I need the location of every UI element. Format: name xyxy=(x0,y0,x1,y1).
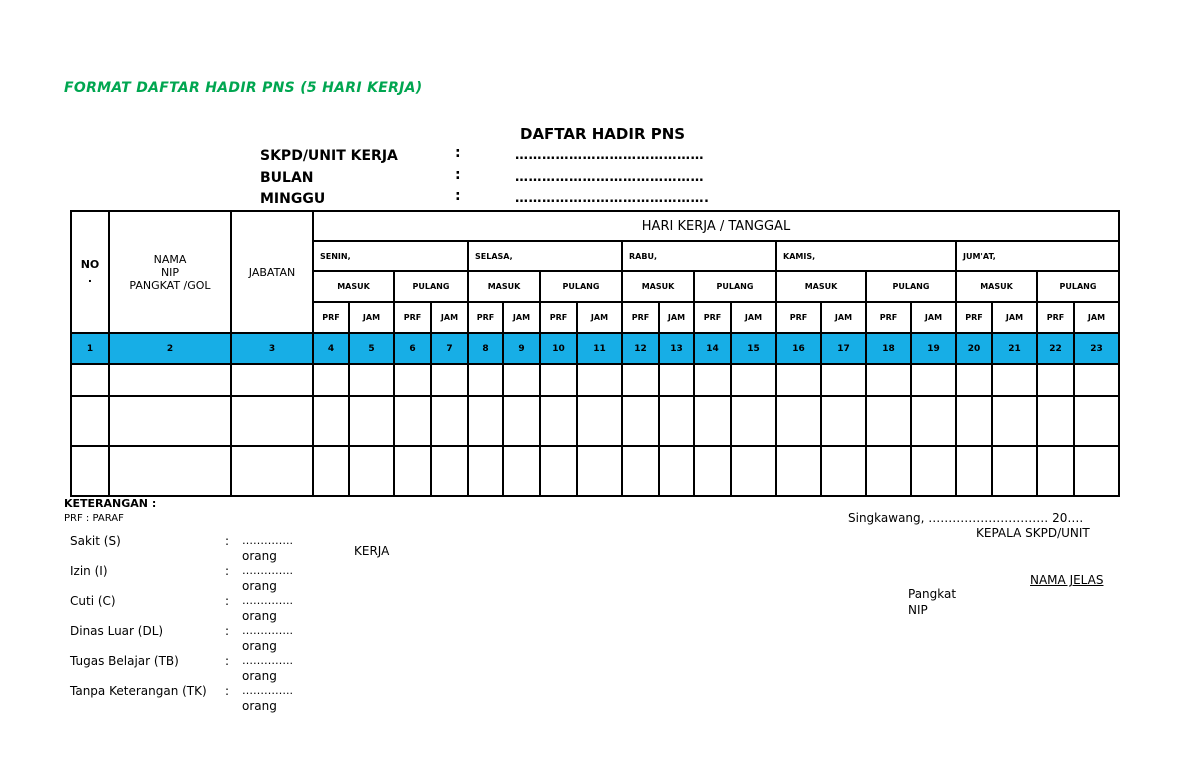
table-cell[interactable] xyxy=(468,364,503,396)
table-cell[interactable] xyxy=(1037,446,1074,496)
kerja-text: KERJA xyxy=(354,544,390,558)
table-cell[interactable] xyxy=(731,446,776,496)
table-cell[interactable] xyxy=(349,446,394,496)
legend-label: Dinas Luar (DL) xyxy=(70,624,164,638)
column-number: 15 xyxy=(731,333,776,364)
table-cell[interactable] xyxy=(577,396,622,446)
header-masuk: MASUK xyxy=(622,271,694,302)
legend-dots: ………….. xyxy=(242,684,293,697)
table-cell[interactable] xyxy=(71,396,109,446)
legend-colon: : xyxy=(225,654,230,668)
header-day-jumat: JUM'AT, xyxy=(956,241,1119,271)
table-cell[interactable] xyxy=(231,396,313,446)
table-cell[interactable] xyxy=(866,396,911,446)
header-prf: PRF xyxy=(313,302,349,333)
column-number: 20 xyxy=(956,333,992,364)
legend-label: Cuti (C) xyxy=(70,594,116,608)
table-cell[interactable] xyxy=(866,446,911,496)
header-jam: JAM xyxy=(731,302,776,333)
legend-unit: orang xyxy=(242,669,277,683)
table-cell[interactable] xyxy=(349,396,394,446)
table-cell[interactable] xyxy=(731,396,776,446)
pangkat-label: Pangkat xyxy=(908,587,957,601)
table-row xyxy=(71,364,1119,396)
legend-colon: : xyxy=(225,624,230,638)
header-masuk: MASUK xyxy=(776,271,866,302)
kepala-title: KEPALA SKPD/UNIT xyxy=(976,526,1090,540)
legend-label: Izin (I) xyxy=(70,564,108,578)
legend-dots: ………….. xyxy=(242,654,293,667)
table-cell[interactable] xyxy=(992,396,1037,446)
table-cell[interactable] xyxy=(776,396,821,446)
table-cell[interactable] xyxy=(71,364,109,396)
skpd-label: SKPD/UNIT KERJA xyxy=(260,148,398,164)
legend-dots: ………….. xyxy=(242,624,293,637)
table-cell[interactable] xyxy=(956,364,992,396)
header-jam: JAM xyxy=(431,302,468,333)
column-number: 5 xyxy=(349,333,394,364)
table-cell[interactable] xyxy=(659,446,694,496)
column-number: 13 xyxy=(659,333,694,364)
header-hari-kerja: HARI KERJA / TANGGAL xyxy=(313,211,1119,241)
legend-unit: orang xyxy=(242,549,277,563)
header-pulang: PULANG xyxy=(866,271,956,302)
header-day-kamis: KAMIS, xyxy=(776,241,956,271)
table-cell[interactable] xyxy=(313,396,349,446)
table-cell[interactable] xyxy=(731,364,776,396)
table-cell[interactable] xyxy=(911,446,956,496)
legend-label: Sakit (S) xyxy=(70,534,121,548)
table-cell[interactable] xyxy=(503,446,540,496)
table-cell[interactable] xyxy=(821,396,866,446)
skpd-value: …………………………………… xyxy=(515,148,704,163)
header-pulang: PULANG xyxy=(394,271,468,302)
table-cell[interactable] xyxy=(349,364,394,396)
column-number: 22 xyxy=(1037,333,1074,364)
column-number: 4 xyxy=(313,333,349,364)
table-cell[interactable] xyxy=(503,396,540,446)
header-jam: JAM xyxy=(821,302,866,333)
column-number: 11 xyxy=(577,333,622,364)
header-jabatan: JABATAN xyxy=(231,211,313,333)
header-jam: JAM xyxy=(992,302,1037,333)
table-cell[interactable] xyxy=(956,446,992,496)
header-day-senin: SENIN, xyxy=(313,241,468,271)
table-cell[interactable] xyxy=(468,446,503,496)
header-prf: PRF xyxy=(866,302,911,333)
header-nama-nip-pangkat: NAMA NIP PANGKAT /GOL xyxy=(109,211,231,333)
table-cell[interactable] xyxy=(431,446,468,496)
table-cell[interactable] xyxy=(776,446,821,496)
table-cell[interactable] xyxy=(694,364,731,396)
table-cell[interactable] xyxy=(911,364,956,396)
legend-colon: : xyxy=(225,594,230,608)
legend-dots: ………….. xyxy=(242,594,293,607)
header-pulang: PULANG xyxy=(694,271,776,302)
header-jam: JAM xyxy=(1074,302,1119,333)
header-masuk: MASUK xyxy=(468,271,540,302)
table-cell[interactable] xyxy=(540,364,577,396)
table-cell[interactable] xyxy=(911,396,956,446)
header-prf: PRF xyxy=(468,302,503,333)
table-cell[interactable] xyxy=(109,446,231,496)
nama-jelas: NAMA JELAS xyxy=(1030,573,1104,587)
table-cell[interactable] xyxy=(431,364,468,396)
table-cell[interactable] xyxy=(231,364,313,396)
skpd-colon: : xyxy=(455,145,461,161)
table-cell[interactable] xyxy=(1037,396,1074,446)
table-cell[interactable] xyxy=(313,364,349,396)
header-prf: PRF xyxy=(394,302,431,333)
table-cell[interactable] xyxy=(394,446,431,496)
column-number: 18 xyxy=(866,333,911,364)
header-masuk: MASUK xyxy=(956,271,1037,302)
header-masuk: MASUK xyxy=(313,271,394,302)
table-cell[interactable] xyxy=(866,364,911,396)
prf-note: PRF : PARAF xyxy=(64,513,124,524)
document-title: DAFTAR HADIR PNS xyxy=(520,125,686,143)
column-number: 12 xyxy=(622,333,659,364)
legend-unit: orang xyxy=(242,579,277,593)
header-pulang: PULANG xyxy=(1037,271,1119,302)
header-jam: JAM xyxy=(577,302,622,333)
table-cell[interactable] xyxy=(821,364,866,396)
header-prf: PRF xyxy=(694,302,731,333)
table-cell[interactable] xyxy=(394,364,431,396)
table-cell[interactable] xyxy=(231,446,313,496)
format-title: FORMAT DAFTAR HADIR PNS (5 HARI KERJA) xyxy=(64,80,423,96)
table-cell[interactable] xyxy=(1037,364,1074,396)
keterangan-title: KETERANGAN : xyxy=(64,497,157,510)
minggu-colon: : xyxy=(455,188,461,204)
table-cell[interactable] xyxy=(503,364,540,396)
table-cell[interactable] xyxy=(540,396,577,446)
table-cell[interactable] xyxy=(540,446,577,496)
table-cell[interactable] xyxy=(694,446,731,496)
header-prf: PRF xyxy=(1037,302,1074,333)
table-cell[interactable] xyxy=(956,396,992,446)
table-cell[interactable] xyxy=(992,446,1037,496)
legend-label: Tugas Belajar (TB) xyxy=(70,654,179,668)
table-cell[interactable] xyxy=(992,364,1037,396)
column-number: 2 xyxy=(109,333,231,364)
column-number: 14 xyxy=(694,333,731,364)
legend-colon: : xyxy=(225,684,230,698)
table-cell[interactable] xyxy=(1074,446,1119,496)
column-number: 6 xyxy=(394,333,431,364)
header-no: NO . xyxy=(71,211,109,333)
table-cell[interactable] xyxy=(394,396,431,446)
header-jam: JAM xyxy=(503,302,540,333)
table-cell[interactable] xyxy=(821,446,866,496)
column-number: 10 xyxy=(540,333,577,364)
table-cell[interactable] xyxy=(1074,396,1119,446)
header-day-rabu: RABU, xyxy=(622,241,776,271)
bulan-label: BULAN xyxy=(260,170,314,186)
table-cell[interactable] xyxy=(468,396,503,446)
column-number: 21 xyxy=(992,333,1037,364)
table-cell[interactable] xyxy=(622,364,659,396)
table-cell[interactable] xyxy=(776,364,821,396)
column-number: 3 xyxy=(231,333,313,364)
column-number: 8 xyxy=(468,333,503,364)
table-cell[interactable] xyxy=(577,446,622,496)
attendance-table xyxy=(70,210,1120,497)
table-cell[interactable] xyxy=(577,364,622,396)
column-number: 17 xyxy=(821,333,866,364)
bulan-colon: : xyxy=(455,167,461,183)
bulan-value: …………………………………… xyxy=(515,170,704,185)
legend-label: Tanpa Keterangan (TK) xyxy=(70,684,207,698)
column-number: 16 xyxy=(776,333,821,364)
header-jam: JAM xyxy=(349,302,394,333)
table-cell[interactable] xyxy=(622,396,659,446)
table-cell[interactable] xyxy=(109,396,231,446)
legend-colon: : xyxy=(225,534,230,548)
legend-dots: ………….. xyxy=(242,564,293,577)
header-jam: JAM xyxy=(659,302,694,333)
table-cell[interactable] xyxy=(71,446,109,496)
table-cell[interactable] xyxy=(659,396,694,446)
minggu-value: ……………………………………. xyxy=(515,191,710,206)
column-number: 1 xyxy=(71,333,109,364)
table-cell[interactable] xyxy=(694,396,731,446)
table-row xyxy=(71,396,1119,446)
legend-unit: orang xyxy=(242,699,277,713)
header-jam: JAM xyxy=(911,302,956,333)
table-row xyxy=(71,446,1119,496)
legend-colon: : xyxy=(225,564,230,578)
column-number: 9 xyxy=(503,333,540,364)
column-number: 7 xyxy=(431,333,468,364)
legend-unit: orang xyxy=(242,639,277,653)
column-number: 23 xyxy=(1074,333,1119,364)
table-cell[interactable] xyxy=(659,364,694,396)
place-date: Singkawang, ………………………… 20…. xyxy=(848,511,1084,525)
column-number: 19 xyxy=(911,333,956,364)
header-day-selasa: SELASA, xyxy=(468,241,622,271)
legend-dots: ………….. xyxy=(242,534,293,547)
header-pulang: PULANG xyxy=(540,271,622,302)
table-cell[interactable] xyxy=(622,446,659,496)
table-cell[interactable] xyxy=(313,446,349,496)
legend-unit: orang xyxy=(242,609,277,623)
minggu-label: MINGGU xyxy=(260,191,326,207)
header-prf: PRF xyxy=(622,302,659,333)
header-prf: PRF xyxy=(956,302,992,333)
header-prf: PRF xyxy=(776,302,821,333)
table-cell[interactable] xyxy=(431,396,468,446)
header-prf: PRF xyxy=(540,302,577,333)
table-cell[interactable] xyxy=(109,364,231,396)
nip-label: NIP xyxy=(908,603,928,617)
table-cell[interactable] xyxy=(1074,364,1119,396)
